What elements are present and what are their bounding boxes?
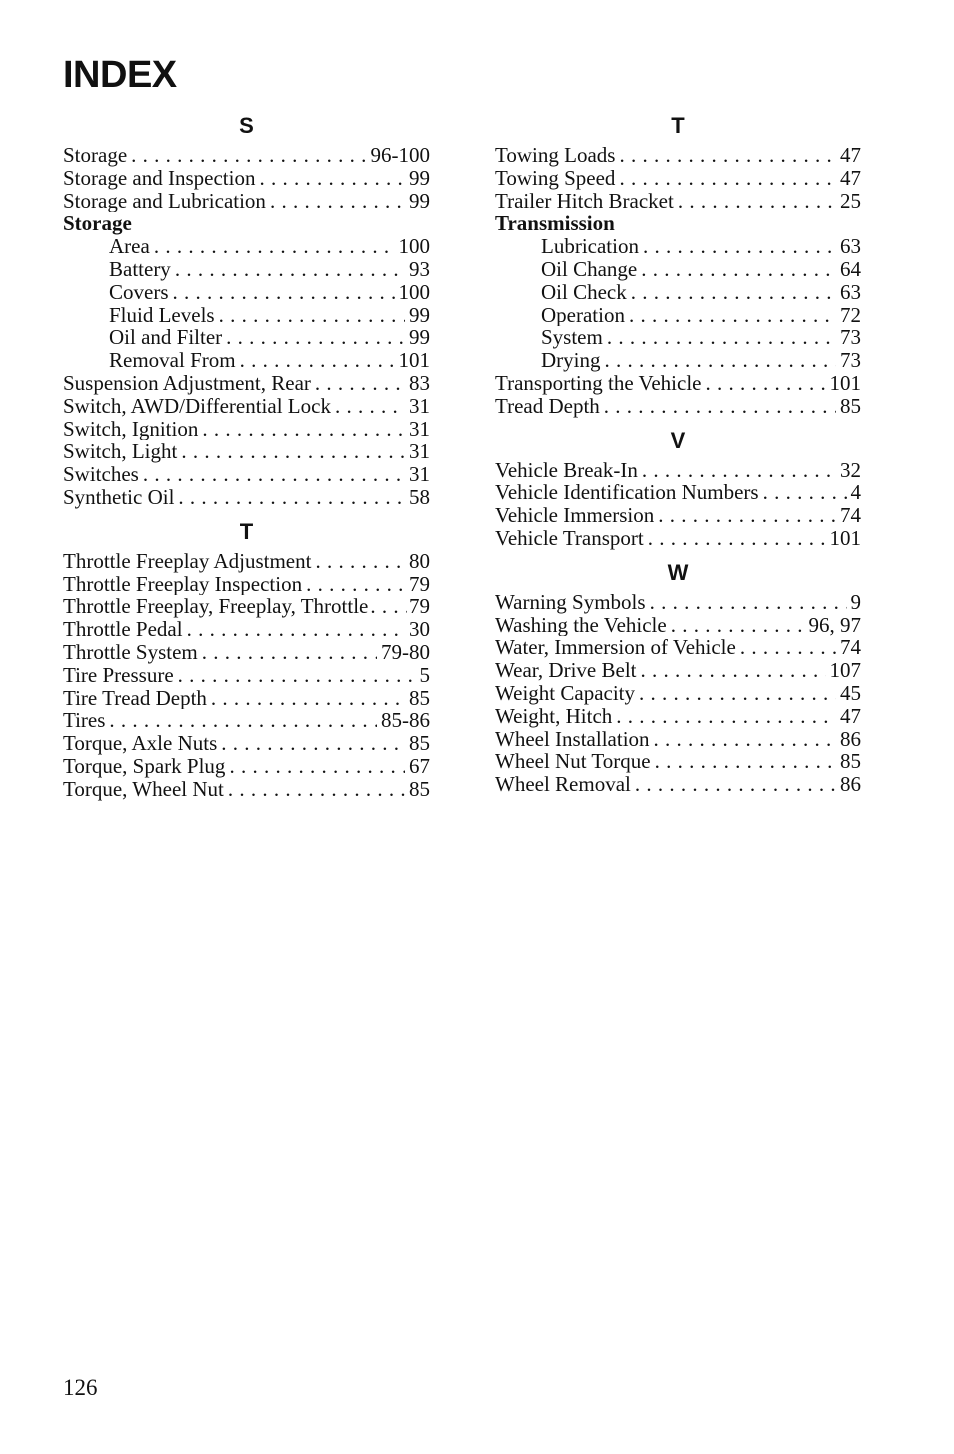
entry-label: Fluid Levels: [109, 303, 215, 327]
entry-label: Oil and Filter: [109, 326, 223, 350]
entry-label: Tread Depth: [495, 394, 600, 418]
entry-page: 9: [850, 590, 861, 614]
entry-page: 79: [409, 595, 430, 619]
entry-label: Warning Symbols: [495, 590, 646, 614]
dot-leader: [306, 573, 405, 596]
entry-page: 85-86: [381, 709, 430, 733]
dot-leader: [635, 773, 836, 796]
entry-page: 47: [840, 144, 861, 167]
entry-label: Torque, Spark Plug: [63, 754, 226, 778]
index-entry: [495, 395, 861, 418]
index-entry: [63, 732, 430, 755]
index-subentry: [495, 258, 861, 281]
index-entry: [63, 418, 430, 441]
index-subentry: [63, 349, 430, 372]
entry-page: 31: [409, 463, 430, 486]
dot-leader: [658, 504, 836, 527]
left-column: [63, 112, 430, 801]
entry-label: Water, Immersion of Vehicle: [495, 636, 736, 660]
entry-label: Vehicle Transport: [495, 526, 644, 550]
dot-leader: [607, 326, 836, 349]
entry-label: Switches: [63, 463, 139, 486]
entry-page: 47: [840, 166, 861, 190]
section-t-entries: [495, 144, 861, 418]
entry-page: 25: [840, 189, 861, 213]
entry-label: Vehicle Identification Numbers: [495, 481, 759, 505]
dot-leader: [226, 326, 405, 349]
dot-leader: [604, 395, 836, 418]
index-entry: [63, 167, 430, 190]
index-entry: [63, 709, 430, 732]
dot-leader: [654, 728, 836, 751]
dot-leader: [642, 459, 836, 482]
entry-label: Vehicle Immersion: [495, 504, 655, 527]
index-entry: [63, 395, 430, 418]
index-entry: [495, 636, 861, 659]
entry-page: 72: [840, 303, 861, 327]
entry-page: 31: [409, 394, 430, 418]
entry-page: 86: [840, 773, 861, 796]
entry-group-heading: Transmission: [495, 212, 615, 236]
entry-label: Towing Speed: [495, 166, 616, 190]
index-entry: [63, 778, 430, 801]
entry-label: Throttle Freeplay Adjustment: [63, 549, 312, 573]
index-entry: [495, 504, 861, 527]
entry-page: 79-80: [381, 640, 430, 664]
entry-label: Washing the Vehicle: [495, 613, 667, 637]
index-entry: [495, 773, 861, 796]
entry-label: Operation: [541, 303, 625, 327]
index-title: INDEX: [63, 54, 177, 96]
entry-page: 32: [840, 458, 861, 482]
entry-label: Torque, Axle Nuts: [63, 732, 218, 755]
entry-page: 63: [840, 280, 861, 304]
index-entry: [63, 595, 430, 618]
dot-leader: [643, 235, 836, 258]
dot-leader: [370, 595, 407, 618]
entry-page: 31: [409, 440, 430, 464]
entry-label: Vehicle Break-In: [495, 458, 638, 482]
dot-leader: [619, 144, 836, 167]
entry-group-heading: Storage: [63, 212, 132, 236]
index-entry: [495, 372, 861, 395]
dot-leader: [705, 372, 825, 395]
entry-page: 99: [409, 166, 430, 190]
entry-page: 96, 97: [808, 613, 861, 637]
section-letter-t: T: [239, 518, 254, 544]
entry-page: 63: [840, 235, 861, 258]
entry-page: 5: [419, 663, 430, 687]
entry-page: 100: [398, 280, 430, 304]
entry-label: Battery: [109, 257, 171, 281]
index-subentry: [495, 349, 861, 372]
entry-page: 58: [409, 485, 430, 509]
entry-label: Throttle System: [63, 640, 198, 664]
index-entry: [495, 481, 861, 504]
entry-page: 67: [409, 754, 430, 778]
index-entry: [63, 550, 430, 573]
section-s-entries: [63, 144, 430, 509]
dot-leader: [270, 190, 405, 213]
entry-label: Tire Tread Depth: [63, 686, 207, 710]
entry-label: Area: [109, 235, 150, 258]
entry-page: 86: [840, 727, 861, 751]
entry-page: 107: [829, 659, 861, 682]
index-entry: [63, 618, 430, 641]
entry-page: 83: [409, 371, 430, 395]
entry-label: Storage and Lubrication: [63, 189, 266, 213]
entry-page: 85: [409, 732, 430, 755]
dot-leader: [763, 481, 847, 504]
entry-label: Storage and Inspection: [63, 166, 256, 190]
entry-label: Suspension Adjustment, Rear: [63, 371, 311, 395]
index-entry: [495, 459, 861, 482]
index-subentry: [495, 281, 861, 304]
index-entry: [63, 687, 430, 710]
section-t-entries: [63, 550, 430, 801]
dot-leader: [641, 258, 836, 281]
section-w-entries: [495, 591, 861, 796]
index-entry: [495, 614, 861, 637]
dot-leader: [619, 167, 836, 190]
index-subentry: [63, 304, 430, 327]
index-subentry: [63, 235, 430, 258]
index-entry: [63, 190, 430, 213]
entry-page: 73: [840, 349, 861, 372]
entry-label: Storage: [63, 144, 128, 167]
dot-leader: [181, 440, 405, 463]
entry-label: Throttle Pedal: [63, 618, 183, 641]
index-entry: [63, 641, 430, 664]
entry-page: 101: [829, 526, 861, 550]
entry-label: Synthetic Oil: [63, 485, 175, 509]
dot-leader: [221, 732, 405, 755]
entry-page: 101: [829, 371, 861, 395]
index-entry: [495, 591, 861, 614]
dot-leader: [228, 778, 405, 801]
entry-page: 80: [409, 549, 430, 573]
dot-leader: [143, 463, 405, 486]
dot-leader: [187, 618, 405, 641]
entry-page: 96-100: [370, 144, 430, 167]
dot-leader: [605, 349, 837, 372]
entry-label: Throttle Freeplay, Freeplay, Throttle: [63, 595, 369, 619]
entry-label: Weight Capacity: [495, 681, 636, 705]
dot-leader: [109, 709, 377, 732]
dot-leader: [229, 755, 405, 778]
dot-leader: [154, 235, 395, 258]
index-entry: [495, 728, 861, 751]
dot-leader: [648, 527, 826, 550]
index-entry: [495, 659, 861, 682]
section-letter-w: W: [667, 559, 689, 585]
dot-leader: [335, 395, 405, 418]
dot-leader: [175, 258, 405, 281]
entry-page: 93: [409, 257, 430, 281]
index-entry: [63, 486, 430, 509]
dot-leader: [671, 614, 805, 637]
index-entry: [495, 144, 861, 167]
dot-leader: [259, 167, 405, 190]
entry-label: Wheel Removal: [495, 773, 631, 796]
entry-label: Covers: [109, 280, 169, 304]
entry-label: Switch, AWD/Differential Lock: [63, 394, 331, 418]
entry-label: System: [541, 326, 603, 350]
dot-leader: [178, 664, 416, 687]
index-entry: [495, 167, 861, 190]
section-letter-v: V: [670, 427, 686, 453]
entry-label: Torque, Wheel Nut: [63, 777, 224, 801]
entry-label: Removal From: [109, 349, 236, 372]
index-entry: [63, 440, 430, 463]
entry-label: Wheel Nut Torque: [495, 750, 651, 774]
entry-page: 73: [840, 326, 861, 350]
entry-page: 100: [398, 235, 430, 258]
entry-label: Weight, Hitch: [495, 704, 613, 728]
entry-page: 99: [409, 326, 430, 350]
entry-label: Tires: [63, 709, 106, 733]
index-entry: [63, 573, 430, 596]
entry-page: 47: [840, 704, 861, 728]
index-entry: [63, 372, 430, 395]
entry-page: 64: [840, 257, 861, 281]
index-subentry: [63, 326, 430, 349]
index-entry: [495, 527, 861, 550]
entry-label: Lubrication: [541, 235, 639, 258]
entry-page: 85: [840, 750, 861, 774]
entry-page: 4: [850, 481, 861, 505]
entry-label: Drying: [541, 349, 601, 372]
index-entry: [63, 144, 430, 167]
entry-page: 101: [398, 349, 430, 372]
entry-page: 99: [409, 189, 430, 213]
entry-label: Oil Change: [541, 257, 638, 281]
entry-label: Throttle Freeplay Inspection: [63, 572, 303, 596]
dot-leader: [616, 705, 836, 728]
index-subentry: [63, 258, 430, 281]
dot-leader: [211, 687, 405, 710]
entry-page: 74: [840, 636, 861, 660]
section-v-entries: [495, 459, 861, 550]
entry-page: 99: [409, 303, 430, 327]
entry-page: 30: [409, 618, 430, 641]
dot-leader: [202, 641, 377, 664]
dot-leader: [219, 304, 405, 327]
dot-leader: [655, 750, 836, 773]
index-entry: [495, 190, 861, 213]
index-entry: [63, 664, 430, 687]
entry-page: 85: [409, 686, 430, 710]
index-entry: [63, 463, 430, 486]
dot-leader: [202, 418, 405, 441]
dot-leader: [631, 281, 836, 304]
dot-leader: [740, 636, 836, 659]
index-entry: [63, 755, 430, 778]
dot-leader: [629, 304, 836, 327]
entry-label: Switch, Light: [63, 440, 178, 464]
entry-label: Trailer Hitch Bracket: [495, 189, 674, 213]
page-number: 126: [63, 1375, 98, 1400]
index-subentry: [495, 326, 861, 349]
dot-leader: [178, 486, 405, 509]
dot-leader: [240, 349, 395, 372]
dot-leader: [639, 682, 836, 705]
index-subentry: [495, 304, 861, 327]
section-letter-s: S: [239, 113, 254, 138]
entry-label: Wheel Installation: [495, 727, 650, 751]
entry-label: Transporting the Vehicle: [495, 371, 702, 395]
entry-page: 85: [840, 394, 861, 418]
index-entry: [495, 705, 861, 728]
index-subentry: [63, 281, 430, 304]
entry-page: 74: [840, 504, 861, 527]
dot-leader: [315, 372, 405, 395]
entry-label: Oil Check: [541, 280, 627, 304]
index-entry: [495, 682, 861, 705]
entry-page: 45: [840, 681, 861, 705]
right-column: [495, 112, 861, 796]
entry-label: Towing Loads: [495, 144, 616, 167]
entry-label: Wear, Drive Belt: [495, 659, 637, 682]
entry-page: 85: [409, 777, 430, 801]
dot-leader: [173, 281, 395, 304]
dot-leader: [131, 144, 366, 167]
dot-leader: [678, 190, 836, 213]
dot-leader: [641, 659, 826, 682]
entry-page: 79: [409, 572, 430, 596]
index-entry: [495, 750, 861, 773]
index-subentry: [495, 235, 861, 258]
entry-label: Tire Pressure: [63, 663, 174, 687]
dot-leader: [650, 591, 847, 614]
entry-page: 31: [409, 417, 430, 441]
section-letter-t: T: [671, 113, 685, 138]
entry-label: Switch, Ignition: [63, 417, 199, 441]
dot-leader: [315, 550, 405, 573]
